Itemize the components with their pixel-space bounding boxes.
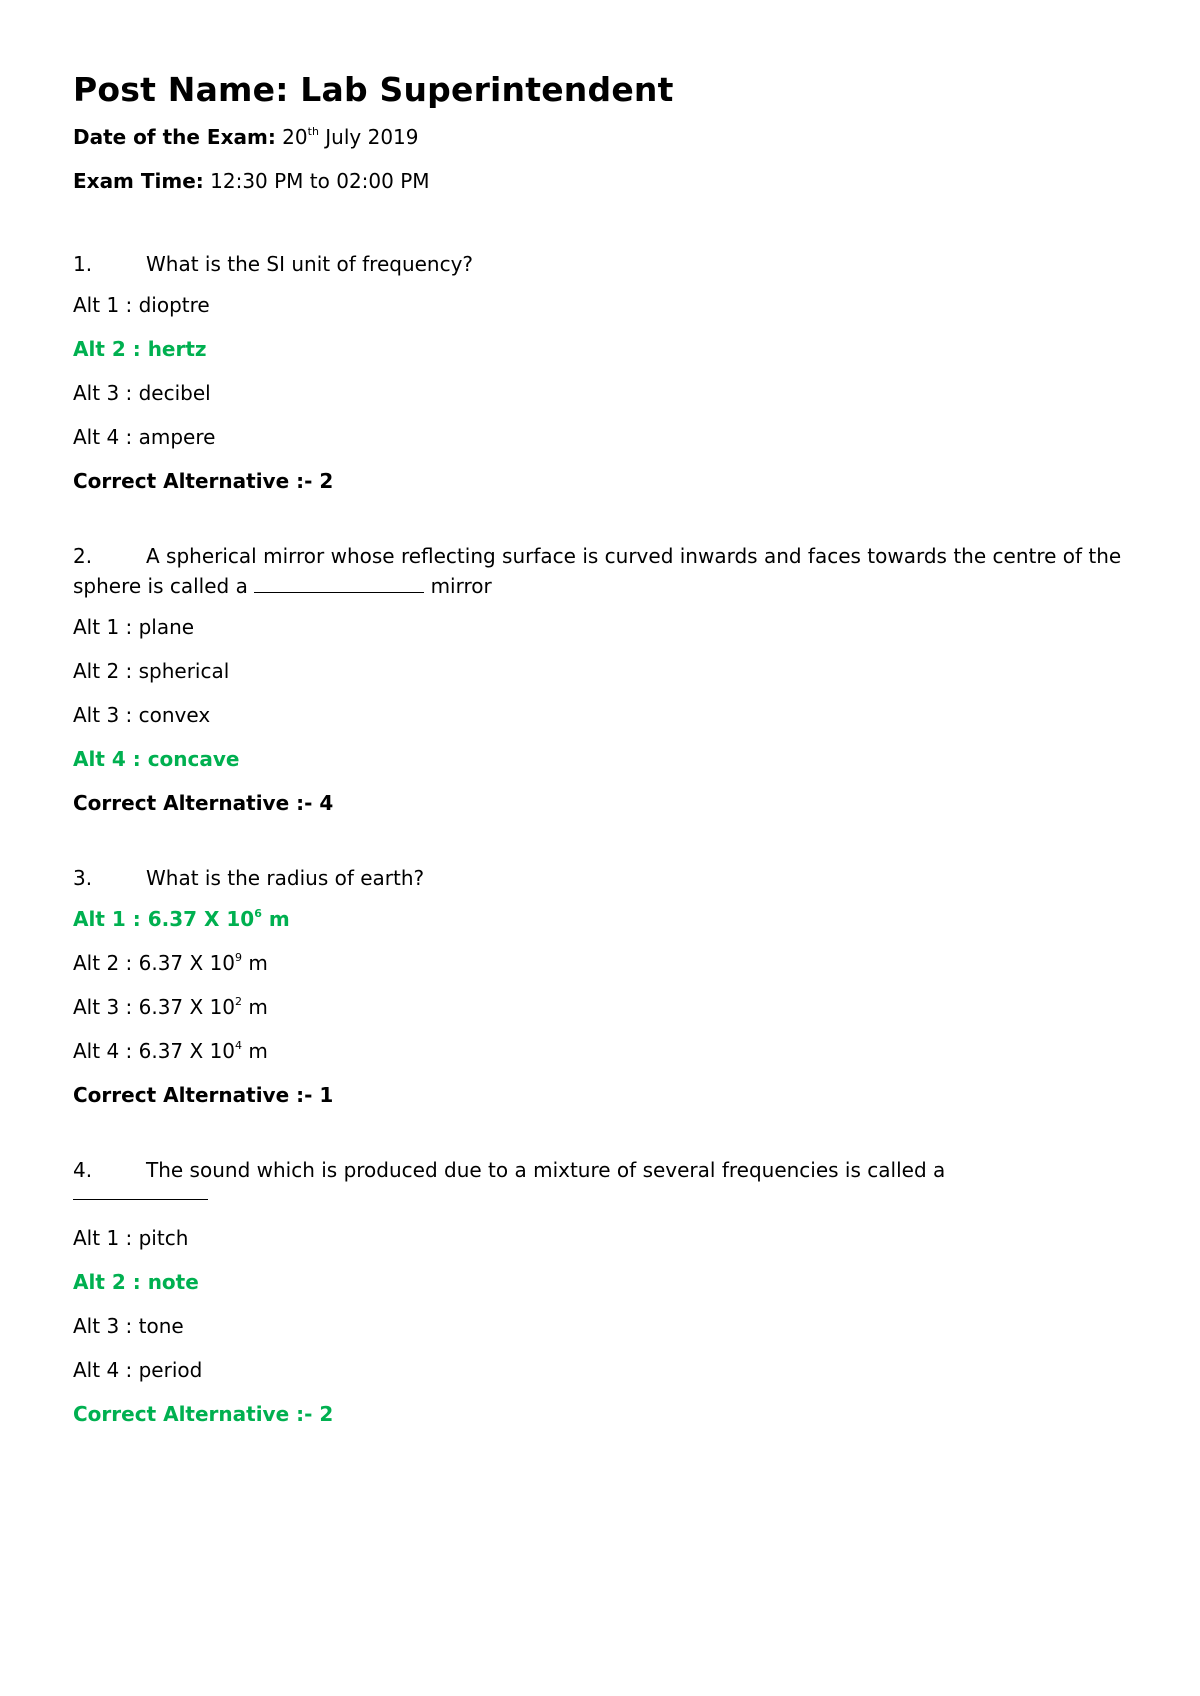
- alternative-unit: m: [268, 907, 290, 931]
- alternative-prefix: Alt 3 : 6.37 X 10: [73, 995, 236, 1019]
- correct-answer: Correct Alternative :- 2: [73, 469, 334, 493]
- alternative-4-correct: Alt 4 : concave: [73, 747, 240, 771]
- question-3: [73, 863, 1133, 1107]
- alternative-exponent: 4: [235, 1039, 243, 1052]
- alternative-3: Alt 3 : tone: [73, 1314, 184, 1338]
- correct-answer: Correct Alternative :- 2: [73, 1402, 334, 1426]
- exam-date-sup: th: [307, 125, 319, 138]
- alternative-unit: m: [248, 1039, 268, 1063]
- question-body: A spherical mirror whose reflecting surface is curved inwards and faces towards the centre of the sphere is called a: [73, 544, 1122, 598]
- alternative-2: [73, 951, 1133, 975]
- question-4: [73, 1155, 1133, 1426]
- question-body: What is the SI unit of frequency?: [146, 252, 474, 276]
- exam-document: [73, 70, 1133, 1446]
- exam-date-rest: July 2019: [325, 125, 419, 149]
- alternative-unit: m: [248, 995, 268, 1019]
- question-number: 3.: [73, 866, 93, 890]
- alternative-3: Alt 3 : convex: [73, 703, 211, 727]
- fill-blank: [254, 591, 424, 593]
- exam-date: [73, 125, 1133, 149]
- alternative-4: [73, 1039, 1133, 1063]
- alternative-1: Alt 1 : dioptre: [73, 293, 210, 317]
- question-text: [73, 541, 1133, 601]
- question-2: [73, 541, 1133, 815]
- question-number: 4.: [73, 1158, 93, 1182]
- alternative-2-correct: Alt 2 : hertz: [73, 337, 207, 361]
- correct-answer: Correct Alternative :- 1: [73, 1083, 334, 1107]
- page-title: Post Name: Lab Superintendent: [73, 70, 674, 109]
- exam-time-label: Exam Time:: [73, 169, 204, 193]
- correct-answer: Correct Alternative :- 4: [73, 791, 334, 815]
- question-text: [73, 863, 1133, 893]
- exam-date-day: 20: [282, 125, 308, 149]
- question-text: [73, 1155, 1133, 1185]
- alternative-prefix: Alt 4 : 6.37 X 10: [73, 1039, 236, 1063]
- alternative-3: Alt 3 : decibel: [73, 381, 211, 405]
- exam-time-value: 12:30 PM to 02:00 PM: [210, 169, 430, 193]
- alternative-prefix: Alt 1 : 6.37 X 10: [73, 907, 255, 931]
- alternative-exponent: 2: [235, 995, 243, 1008]
- alternative-1: Alt 1 : plane: [73, 615, 195, 639]
- fill-blank: [73, 1199, 208, 1200]
- alternative-3: [73, 995, 1133, 1019]
- alternative-2: Alt 2 : spherical: [73, 659, 230, 683]
- question-number: 2.: [73, 544, 93, 568]
- question-text: [73, 249, 1133, 279]
- question-body: What is the radius of earth?: [146, 866, 425, 890]
- alternative-exponent: 6: [254, 907, 262, 920]
- question-number: 1.: [73, 252, 93, 276]
- question-body-suffix: mirror: [430, 574, 492, 598]
- alternative-exponent: 9: [235, 951, 243, 964]
- alternative-4: Alt 4 : ampere: [73, 425, 216, 449]
- alternative-1-correct: [73, 907, 1133, 931]
- alternative-prefix: Alt 2 : 6.37 X 10: [73, 951, 236, 975]
- alternative-1: Alt 1 : pitch: [73, 1226, 189, 1250]
- exam-time: [73, 169, 1133, 193]
- alternative-2-correct: Alt 2 : note: [73, 1270, 199, 1294]
- question-1: [73, 249, 1133, 493]
- exam-date-label: Date of the Exam:: [73, 125, 276, 149]
- alternative-4: Alt 4 : period: [73, 1358, 203, 1382]
- alternative-unit: m: [248, 951, 268, 975]
- question-body: The sound which is produced due to a mixture of several frequencies is called a: [146, 1158, 946, 1182]
